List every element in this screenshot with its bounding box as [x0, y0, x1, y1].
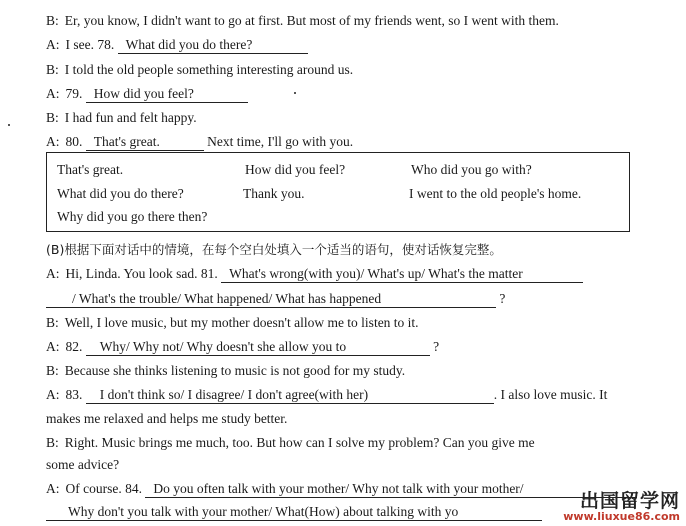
speaker-label: A: [46, 266, 60, 281]
dialogue-line-80 [46, 133, 353, 151]
option-item: Thank you. [243, 186, 305, 201]
speaker-label: B: [46, 62, 59, 77]
line-text: Right. Music brings me much, too. But how can I solve my problem? Can you give me [64, 435, 535, 450]
watermark [563, 492, 680, 522]
line-text: Because she thinks listening to music is not good for my study. [64, 363, 406, 378]
line-text: I had fun and felt happy. [64, 110, 197, 125]
speaker-label: B: [46, 110, 59, 125]
answer-blank-83: I don't think so/ I disagree/ I don't agree(with her) [86, 386, 494, 404]
dialogue-line-81-cont [46, 290, 505, 308]
line-text: 79. [65, 86, 83, 101]
dialogue-line-b6 [46, 434, 535, 452]
speaker-label: A: [46, 86, 60, 101]
speaker-label: A: [46, 339, 60, 354]
option-item: What did you do there? [57, 186, 184, 201]
answer-blank-82: Why/ Why not/ Why doesn't she allow you to [86, 338, 430, 356]
speaker-label: B: [46, 435, 59, 450]
section-b-heading: (B)根据下面对话中的情境，在每个空白处填入一个适当的语句，使对话恢复完整。 [46, 242, 502, 257]
speaker-label: B: [46, 363, 59, 378]
speaker-label: B: [46, 13, 59, 28]
watermark-site-name: 出国留学网 [579, 490, 680, 512]
line-text: . I also love music. It [493, 387, 608, 402]
dialogue-line-79 [46, 85, 248, 103]
scan-speck [294, 92, 296, 94]
speaker-label: B: [46, 315, 59, 330]
dialogue-line-84-cont [46, 503, 542, 521]
option-item: How did you feel? [245, 162, 346, 177]
option-item: That's great. [57, 162, 124, 177]
speaker-label: A: [46, 481, 60, 496]
option-item: Who did you go with? [411, 162, 532, 177]
line-text: Of course. 84. [65, 481, 142, 496]
dialogue-line-b1 [46, 12, 559, 30]
dialogue-line-b4 [46, 314, 419, 332]
dialogue-line-83-cont [46, 410, 287, 428]
line-text: 83. [65, 387, 83, 402]
line-text: 82. [65, 339, 83, 354]
option-item: I went to the old people's home. [409, 186, 582, 201]
dialogue-line-83 [46, 386, 607, 404]
line-text: makes me relaxed and helps me study better. [46, 411, 288, 426]
answer-blank-84: Do you often talk with your mother/ Why not talk with your mother/ [145, 480, 637, 498]
scan-speck [8, 124, 10, 126]
line-text: Er, you know, I didn't want to go at first. But most of my friends went, so I went with them. [64, 13, 559, 28]
dialogue-line-84 [46, 480, 637, 498]
dialogue-line-b5 [46, 362, 405, 380]
answer-blank-81: What's wrong(with you)/ What's up/ What's the matter [221, 265, 583, 283]
dialogue-line-82 [46, 338, 439, 356]
answer-blank-79: How did you feel? [86, 85, 248, 103]
speaker-label: A: [46, 37, 60, 52]
dialogue-line-b2 [46, 61, 353, 79]
line-text: I see. 78. [65, 37, 115, 52]
line-text: ? [433, 339, 440, 354]
option-item: Why did you go there then? [57, 209, 208, 224]
answer-blank-80: That's great. [86, 133, 204, 151]
dialogue-line-b6-cont [46, 456, 119, 474]
answer-blank-78: What did you do there? [118, 36, 308, 54]
line-text: Next time, I'll go with you. [207, 134, 354, 149]
dialogue-line-b3 [46, 109, 197, 127]
speaker-label: A: [46, 134, 60, 149]
line-text: some advice? [46, 457, 120, 472]
speaker-label: A: [46, 387, 60, 402]
line-text: Well, I love music, but my mother doesn't allow me to listen to it. [64, 315, 419, 330]
dialogue-line-78 [46, 36, 308, 54]
watermark-url: www.liuxue86.com [563, 510, 680, 523]
dialogue-line-81 [46, 265, 583, 283]
answer-blank-81-cont: / What's the trouble/ What happened/ What has happened [46, 290, 496, 308]
line-text: ? [499, 291, 506, 306]
line-text: I told the old people something interesting around us. [64, 62, 354, 77]
answer-blank-84-cont: Why don't you talk with your mother/ What(How) about talking with yo [46, 503, 542, 521]
line-text: Hi, Linda. You look sad. 81. [65, 266, 218, 281]
line-text: 80. [65, 134, 83, 149]
options-box [46, 152, 630, 232]
